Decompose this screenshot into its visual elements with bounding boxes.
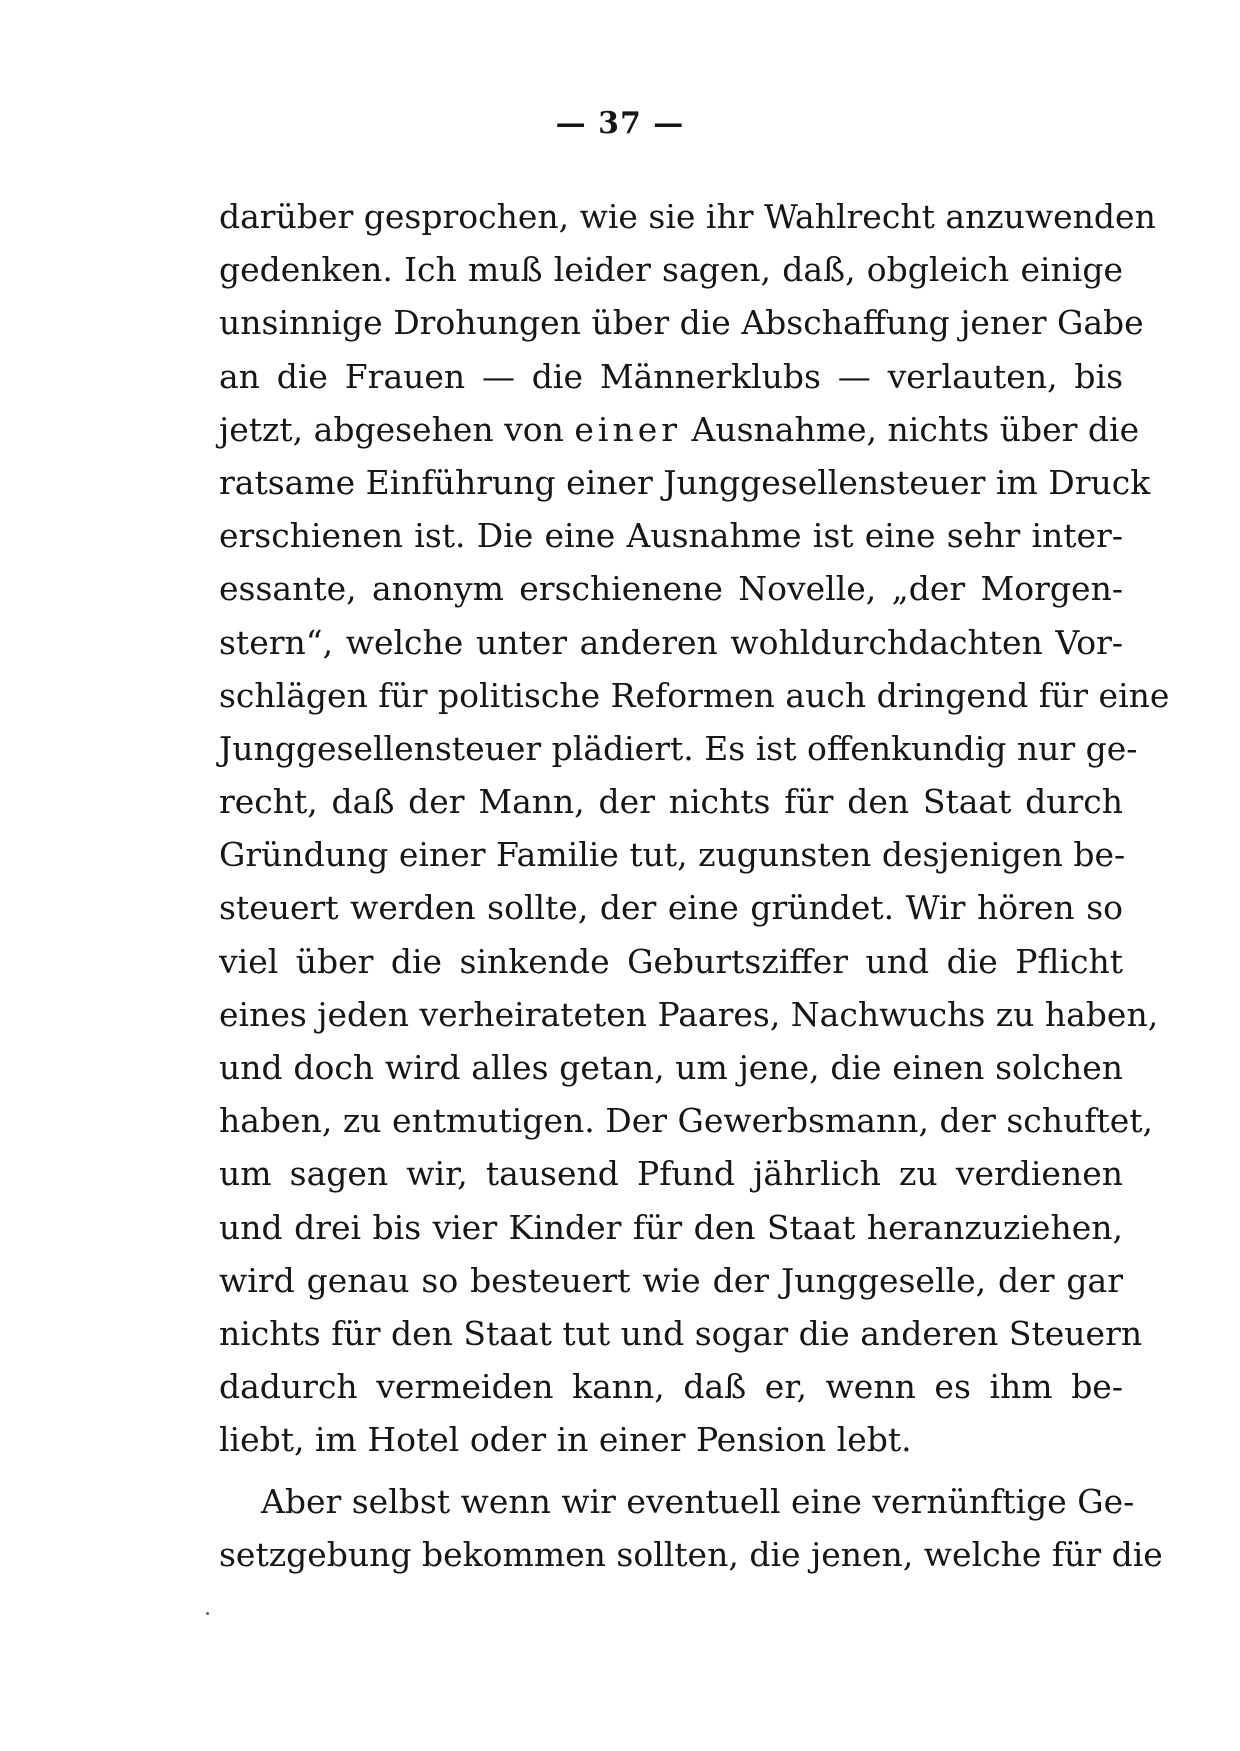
- text-line-5: [219, 403, 1140, 456]
- text-line-23: dadurch vermeiden kann, daß er, wenn es ihm be-: [219, 1367, 1123, 1407]
- page-number: — 37 —: [555, 106, 685, 141]
- text-line-18: haben, zu entmutigen. Der Gewerbsmann, der schuftet,: [219, 1101, 1154, 1141]
- text-line-5-after: Ausnahme, nichts über die: [681, 409, 1140, 449]
- text-line-9: stern“, welche unter anderen wohldurchdachten Vor-: [219, 622, 1123, 662]
- text-line-5-before: jetzt, abgesehen von: [219, 409, 575, 449]
- text-line-15: viel über die sinkende Geburtsziffer und die Pflicht: [219, 941, 1123, 981]
- text-line-13: Gründung einer Familie tut, zugunsten desjenigen be-: [219, 835, 1126, 875]
- text-line-19: um sagen wir, tausend Pfund jährlich zu verdienen: [219, 1154, 1123, 1194]
- text-line-20: und drei bis vier Kinder für den Staat heranzuziehen,: [219, 1207, 1123, 1247]
- text-line-16: eines jeden verheirateten Paares, Nachwuchs zu haben,: [219, 994, 1159, 1034]
- text-line-25: Aber selbst wenn wir eventuell eine vernünftige Ge-: [261, 1481, 1135, 1521]
- text-line-11: Junggesellensteuer plädiert. Es ist offenkundig nur ge-: [219, 728, 1138, 768]
- text-line-26: setzgebung bekommen sollten, die jenen, welche für die: [219, 1534, 1163, 1574]
- text-line-22: nichts für den Staat tut und sogar die anderen Steuern: [219, 1313, 1143, 1353]
- text-line-3: unsinnige Drohungen über die Abschaffung jener Gabe: [219, 303, 1144, 343]
- emphasized-word: einer: [574, 409, 682, 449]
- text-line-17: und doch wird alles getan, um jene, die einen solchen: [219, 1048, 1123, 1087]
- body-text: [219, 190, 1170, 1581]
- text-line-21: wird genau so besteuert wie der Junggeselle, der gar: [219, 1260, 1123, 1300]
- paper-speck: [206, 1612, 209, 1615]
- text-line-14: steuert werden sollte, der eine gründet. Wir hören so: [219, 888, 1123, 928]
- paragraph-2: [219, 1475, 1163, 1581]
- text-line-2: gedenken. Ich muß leider sagen, daß, obgleich einige: [219, 250, 1123, 290]
- text-line-8: essante, anonym erschienene Novelle, „der Morgen-: [219, 569, 1123, 609]
- text-line-12: recht, daß der Mann, der nichts für den Staat durch: [219, 782, 1123, 822]
- text-line-4: an die Frauen — die Männerklubs — verlauten, bis: [219, 356, 1123, 396]
- text-line-1: darüber gesprochen, wie sie ihr Wahlrecht anzuwenden: [219, 197, 1156, 236]
- paragraph-gap: [219, 1467, 1123, 1475]
- text-line-6: ratsame Einführung einer Junggesellensteuer im Druck: [219, 462, 1151, 502]
- paragraph-1: [219, 190, 1170, 1467]
- text-line-7: erschienen ist. Die eine Ausnahme ist eine sehr inter-: [219, 516, 1123, 556]
- text-line-24: liebt, im Hotel oder in einer Pension lebt.: [219, 1420, 912, 1460]
- text-line-10: schlägen für politische Reformen auch dringend für eine: [219, 675, 1170, 715]
